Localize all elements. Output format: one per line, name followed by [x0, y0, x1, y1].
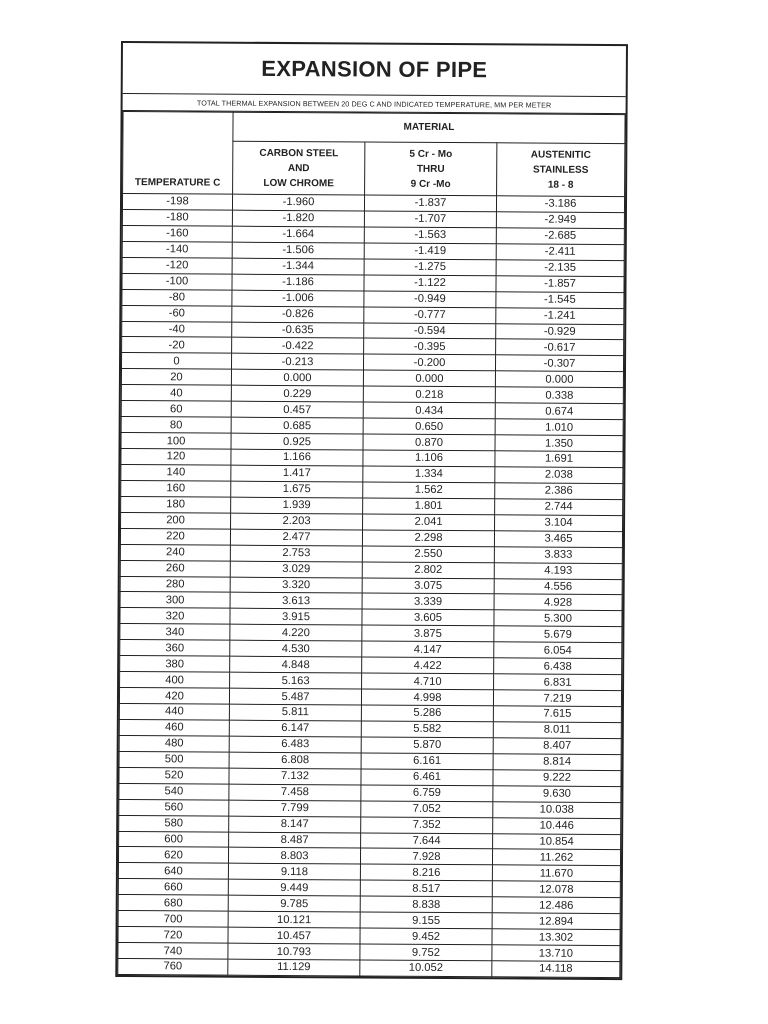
- stainless-cell: 6.054: [494, 642, 622, 659]
- carbon-steel-cell: 0.925: [231, 433, 363, 450]
- cr-mo-cell: 1.801: [363, 498, 495, 515]
- temperature-cell: -60: [122, 305, 232, 322]
- stainless-cell: 12.078: [492, 881, 620, 898]
- temperature-cell: -120: [122, 257, 232, 274]
- carbon-steel-cell: 9.449: [228, 879, 360, 896]
- temperature-cell: 20: [121, 369, 231, 386]
- carbon-steel-cell: -0.422: [232, 338, 364, 355]
- stainless-cell: 1.010: [495, 419, 623, 436]
- cr-mo-cell: 8.517: [360, 880, 492, 897]
- carbon-steel-cell: 8.803: [228, 848, 360, 865]
- header-line: 5 Cr - Mo: [409, 148, 453, 160]
- carbon-steel-cell: -1.186: [232, 274, 364, 291]
- stainless-cell: 10.854: [493, 833, 621, 850]
- header-cr-mo: [365, 142, 497, 196]
- carbon-steel-cell: 10.793: [228, 943, 360, 960]
- cr-mo-cell: 2.041: [363, 514, 495, 531]
- cr-mo-cell: 3.075: [362, 577, 494, 594]
- temperature-cell: 120: [121, 449, 231, 466]
- cr-mo-cell: -1.563: [364, 227, 496, 244]
- stainless-cell: 5.679: [494, 626, 622, 643]
- cr-mo-cell: -1.419: [364, 243, 496, 260]
- stainless-cell: 10.038: [493, 801, 621, 818]
- temperature-cell: -20: [122, 337, 232, 354]
- stainless-cell: 0.674: [495, 403, 623, 420]
- cr-mo-cell: 3.339: [362, 593, 494, 610]
- cr-mo-cell: 5.870: [361, 737, 493, 754]
- carbon-steel-cell: 3.613: [230, 593, 362, 610]
- stainless-cell: -3.186: [496, 196, 624, 213]
- temperature-cell: -160: [122, 225, 232, 242]
- cr-mo-cell: 7.352: [361, 817, 493, 834]
- cr-mo-cell: 0.000: [363, 370, 495, 387]
- cr-mo-cell: -0.777: [364, 307, 496, 324]
- cr-mo-cell: 5.286: [361, 705, 493, 722]
- carbon-steel-cell: 9.785: [228, 895, 360, 912]
- stainless-cell: 3.833: [494, 546, 622, 563]
- temperature-cell: 380: [120, 656, 230, 673]
- temperature-cell: -100: [122, 273, 232, 290]
- temperature-cell: 580: [119, 815, 229, 832]
- temperature-cell: 40: [121, 385, 231, 402]
- stainless-cell: 12.486: [492, 897, 620, 914]
- temperature-cell: 720: [118, 927, 228, 944]
- cr-mo-cell: 4.998: [361, 689, 493, 706]
- cr-mo-cell: 0.434: [363, 402, 495, 419]
- temperature-cell: 540: [119, 783, 229, 800]
- header-line: THRU: [416, 163, 445, 175]
- cr-mo-cell: 2.298: [362, 530, 494, 547]
- header-line: LOW CHROME: [263, 177, 334, 189]
- cr-mo-cell: 6.161: [361, 753, 493, 770]
- stainless-cell: 8.407: [493, 738, 621, 755]
- cr-mo-cell: -1.275: [364, 259, 496, 276]
- carbon-steel-cell: 7.458: [229, 784, 361, 801]
- expansion-table: [117, 111, 625, 978]
- stainless-cell: 4.556: [494, 578, 622, 595]
- temperature-cell: -198: [122, 194, 232, 211]
- temperature-cell: 220: [120, 528, 230, 545]
- stainless-cell: -2.949: [496, 212, 624, 229]
- temperature-cell: 180: [121, 496, 231, 513]
- temperature-cell: 340: [120, 624, 230, 641]
- cr-mo-cell: 8.216: [360, 864, 492, 881]
- temperature-cell: 420: [119, 688, 229, 705]
- stainless-cell: 11.670: [492, 865, 620, 882]
- temperature-cell: 80: [121, 417, 231, 434]
- stainless-cell: 1.691: [495, 451, 623, 468]
- carbon-steel-cell: 0.685: [231, 417, 363, 434]
- carbon-steel-cell: 10.457: [228, 927, 360, 944]
- header-line: CARBON STEEL: [259, 147, 339, 159]
- cr-mo-cell: 1.334: [363, 466, 495, 483]
- carbon-steel-cell: -0.213: [231, 354, 363, 371]
- cr-mo-cell: 0.650: [363, 418, 495, 435]
- stainless-cell: 13.302: [492, 929, 620, 946]
- temperature-cell: 600: [119, 831, 229, 848]
- stainless-cell: -2.135: [496, 260, 624, 277]
- temperature-cell: 100: [121, 433, 231, 450]
- cr-mo-cell: 0.870: [363, 434, 495, 451]
- carbon-steel-cell: 2.203: [231, 513, 363, 530]
- stainless-cell: 3.104: [495, 515, 623, 532]
- stainless-cell: 0.338: [495, 387, 623, 404]
- cr-mo-cell: -0.594: [364, 322, 496, 339]
- stainless-cell: -0.307: [495, 355, 623, 372]
- cr-mo-cell: 1.562: [363, 482, 495, 499]
- temperature-cell: 0: [121, 353, 231, 370]
- stainless-cell: -1.545: [496, 291, 624, 308]
- temperature-cell: 560: [119, 799, 229, 816]
- cr-mo-cell: 9.155: [360, 912, 492, 929]
- carbon-steel-cell: 11.129: [228, 959, 360, 976]
- stainless-cell: 5.300: [494, 610, 622, 627]
- carbon-steel-cell: 8.487: [229, 832, 361, 849]
- carbon-steel-cell: 9.118: [228, 864, 360, 881]
- stainless-cell: 6.438: [494, 658, 622, 675]
- carbon-steel-cell: 3.915: [230, 609, 362, 626]
- stainless-cell: 12.894: [492, 913, 620, 930]
- stainless-cell: 0.000: [495, 371, 623, 388]
- temperature-cell: 260: [120, 560, 230, 577]
- table-body: [118, 194, 625, 978]
- temperature-cell: 620: [118, 847, 228, 864]
- carbon-steel-cell: 4.848: [230, 656, 362, 673]
- carbon-steel-cell: -0.826: [232, 306, 364, 323]
- temperature-cell: 460: [119, 719, 229, 736]
- temperature-cell: 400: [120, 672, 230, 689]
- carbon-steel-cell: 6.808: [229, 752, 361, 769]
- carbon-steel-cell: 3.029: [230, 561, 362, 578]
- temperature-cell: 240: [120, 544, 230, 561]
- header-material: MATERIAL: [233, 112, 625, 143]
- stainless-cell: -0.617: [496, 339, 624, 356]
- carbon-steel-cell: 0.000: [231, 369, 363, 386]
- stainless-cell: 9.630: [493, 785, 621, 802]
- stainless-cell: -2.685: [496, 228, 624, 245]
- header-temperature: TEMPERATURE C: [123, 112, 233, 195]
- carbon-steel-cell: 0.229: [231, 385, 363, 402]
- header-line: AND: [287, 162, 310, 174]
- temperature-cell: 740: [118, 943, 228, 960]
- stainless-cell: 2.386: [495, 483, 623, 500]
- cr-mo-cell: 7.928: [360, 848, 492, 865]
- temperature-cell: -80: [122, 289, 232, 306]
- cr-mo-cell: 9.452: [360, 928, 492, 945]
- cr-mo-cell: 9.752: [360, 944, 492, 961]
- stainless-cell: -2.411: [496, 244, 624, 261]
- temperature-cell: 60: [121, 401, 231, 418]
- cr-mo-cell: 7.052: [361, 801, 493, 818]
- carbon-steel-cell: -1.006: [232, 290, 364, 307]
- expansion-table-sheet: [115, 41, 628, 980]
- carbon-steel-cell: 8.147: [229, 816, 361, 833]
- carbon-steel-cell: -1.820: [232, 210, 364, 227]
- header-line: AUSTENITIC: [530, 149, 591, 161]
- temperature-cell: 680: [118, 895, 228, 912]
- carbon-steel-cell: 3.320: [230, 577, 362, 594]
- table-row: [118, 958, 620, 977]
- cr-mo-cell: -1.122: [364, 275, 496, 292]
- temperature-cell: 320: [120, 608, 230, 625]
- carbon-steel-cell: 1.417: [231, 465, 363, 482]
- cr-mo-cell: 2.550: [362, 546, 494, 563]
- cr-mo-cell: 7.644: [361, 832, 493, 849]
- cr-mo-cell: -0.949: [364, 291, 496, 308]
- header-line: STAINLESS: [532, 164, 589, 176]
- carbon-steel-cell: 2.477: [230, 529, 362, 546]
- stainless-cell: 7.615: [493, 706, 621, 723]
- stainless-cell: 14.118: [492, 961, 620, 978]
- carbon-steel-cell: 6.147: [229, 720, 361, 737]
- carbon-steel-cell: -0.635: [232, 322, 364, 339]
- stainless-cell: 13.710: [492, 945, 620, 962]
- header-carbon-steel: [233, 141, 365, 195]
- stainless-cell: 9.222: [493, 770, 621, 787]
- cr-mo-cell: 3.605: [362, 609, 494, 626]
- cr-mo-cell: -1.707: [364, 211, 496, 228]
- cr-mo-cell: 2.802: [362, 562, 494, 579]
- temperature-cell: 140: [121, 464, 231, 481]
- temperature-cell: 200: [121, 512, 231, 529]
- temperature-cell: 300: [120, 592, 230, 609]
- stainless-cell: 4.193: [494, 562, 622, 579]
- cr-mo-cell: 10.052: [360, 960, 492, 977]
- carbon-steel-cell: 7.799: [229, 800, 361, 817]
- temperature-cell: 520: [119, 767, 229, 784]
- carbon-steel-cell: 1.939: [231, 497, 363, 514]
- stainless-cell: 10.446: [493, 817, 621, 834]
- temperature-cell: 280: [120, 576, 230, 593]
- temperature-cell: 760: [118, 958, 228, 975]
- carbon-steel-cell: 10.121: [228, 911, 360, 928]
- header-line: 18 - 8: [547, 179, 574, 191]
- carbon-steel-cell: 5.163: [230, 672, 362, 689]
- carbon-steel-cell: 5.811: [229, 704, 361, 721]
- carbon-steel-cell: -1.344: [232, 258, 364, 275]
- stainless-cell: -1.241: [496, 307, 624, 324]
- cr-mo-cell: 8.838: [360, 896, 492, 913]
- cr-mo-cell: -0.200: [363, 354, 495, 371]
- header-line: 9 Cr -Mo: [410, 178, 451, 190]
- stainless-cell: 4.928: [494, 594, 622, 611]
- carbon-steel-cell: 7.132: [229, 768, 361, 785]
- cr-mo-cell: 4.710: [362, 673, 494, 690]
- carbon-steel-cell: -1.506: [232, 242, 364, 259]
- temperature-cell: -140: [122, 241, 232, 258]
- cr-mo-cell: -0.395: [364, 338, 496, 355]
- temperature-cell: 500: [119, 751, 229, 768]
- header-austenitic-stainless: [497, 143, 625, 197]
- stainless-cell: 7.219: [493, 690, 621, 707]
- carbon-steel-cell: -1.960: [232, 194, 364, 211]
- stainless-cell: 3.465: [494, 530, 622, 547]
- page-title: EXPANSION OF PIPE: [123, 43, 626, 97]
- temperature-cell: 660: [118, 879, 228, 896]
- cr-mo-cell: 6.461: [361, 769, 493, 786]
- stainless-cell: 8.011: [493, 722, 621, 739]
- temperature-cell: -40: [122, 321, 232, 338]
- stainless-cell: -0.929: [496, 323, 624, 340]
- cr-mo-cell: 0.218: [363, 386, 495, 403]
- stainless-cell: 8.814: [493, 754, 621, 771]
- table-subtitle: TOTAL THERMAL EXPANSION BETWEEN 20 DEG C AND INDICATED TEMPERATURE, MM PER METER: [123, 94, 626, 114]
- stainless-cell: 6.831: [494, 674, 622, 691]
- temperature-cell: 160: [121, 480, 231, 497]
- cr-mo-cell: 4.422: [362, 657, 494, 674]
- carbon-steel-cell: 4.530: [230, 640, 362, 657]
- temperature-cell: 360: [120, 640, 230, 657]
- carbon-steel-cell: 0.457: [231, 401, 363, 418]
- temperature-cell: 700: [118, 911, 228, 928]
- cr-mo-cell: 6.759: [361, 785, 493, 802]
- stainless-cell: 11.262: [492, 849, 620, 866]
- stainless-cell: 2.038: [495, 467, 623, 484]
- stainless-cell: -1.857: [496, 275, 624, 292]
- carbon-steel-cell: 2.753: [230, 545, 362, 562]
- stainless-cell: 2.744: [495, 499, 623, 516]
- stainless-cell: 1.350: [495, 435, 623, 452]
- carbon-steel-cell: 1.675: [231, 481, 363, 498]
- temperature-cell: 440: [119, 704, 229, 721]
- cr-mo-cell: -1.837: [364, 195, 496, 212]
- cr-mo-cell: 1.106: [363, 450, 495, 467]
- carbon-steel-cell: 5.487: [229, 688, 361, 705]
- cr-mo-cell: 5.582: [361, 721, 493, 738]
- carbon-steel-cell: 1.166: [231, 449, 363, 466]
- cr-mo-cell: 3.875: [362, 625, 494, 642]
- carbon-steel-cell: 4.220: [230, 624, 362, 641]
- carbon-steel-cell: 6.483: [229, 736, 361, 753]
- temperature-cell: 640: [118, 863, 228, 880]
- temperature-cell: -180: [122, 209, 232, 226]
- cr-mo-cell: 4.147: [362, 641, 494, 658]
- temperature-cell: 480: [119, 735, 229, 752]
- carbon-steel-cell: -1.664: [232, 226, 364, 243]
